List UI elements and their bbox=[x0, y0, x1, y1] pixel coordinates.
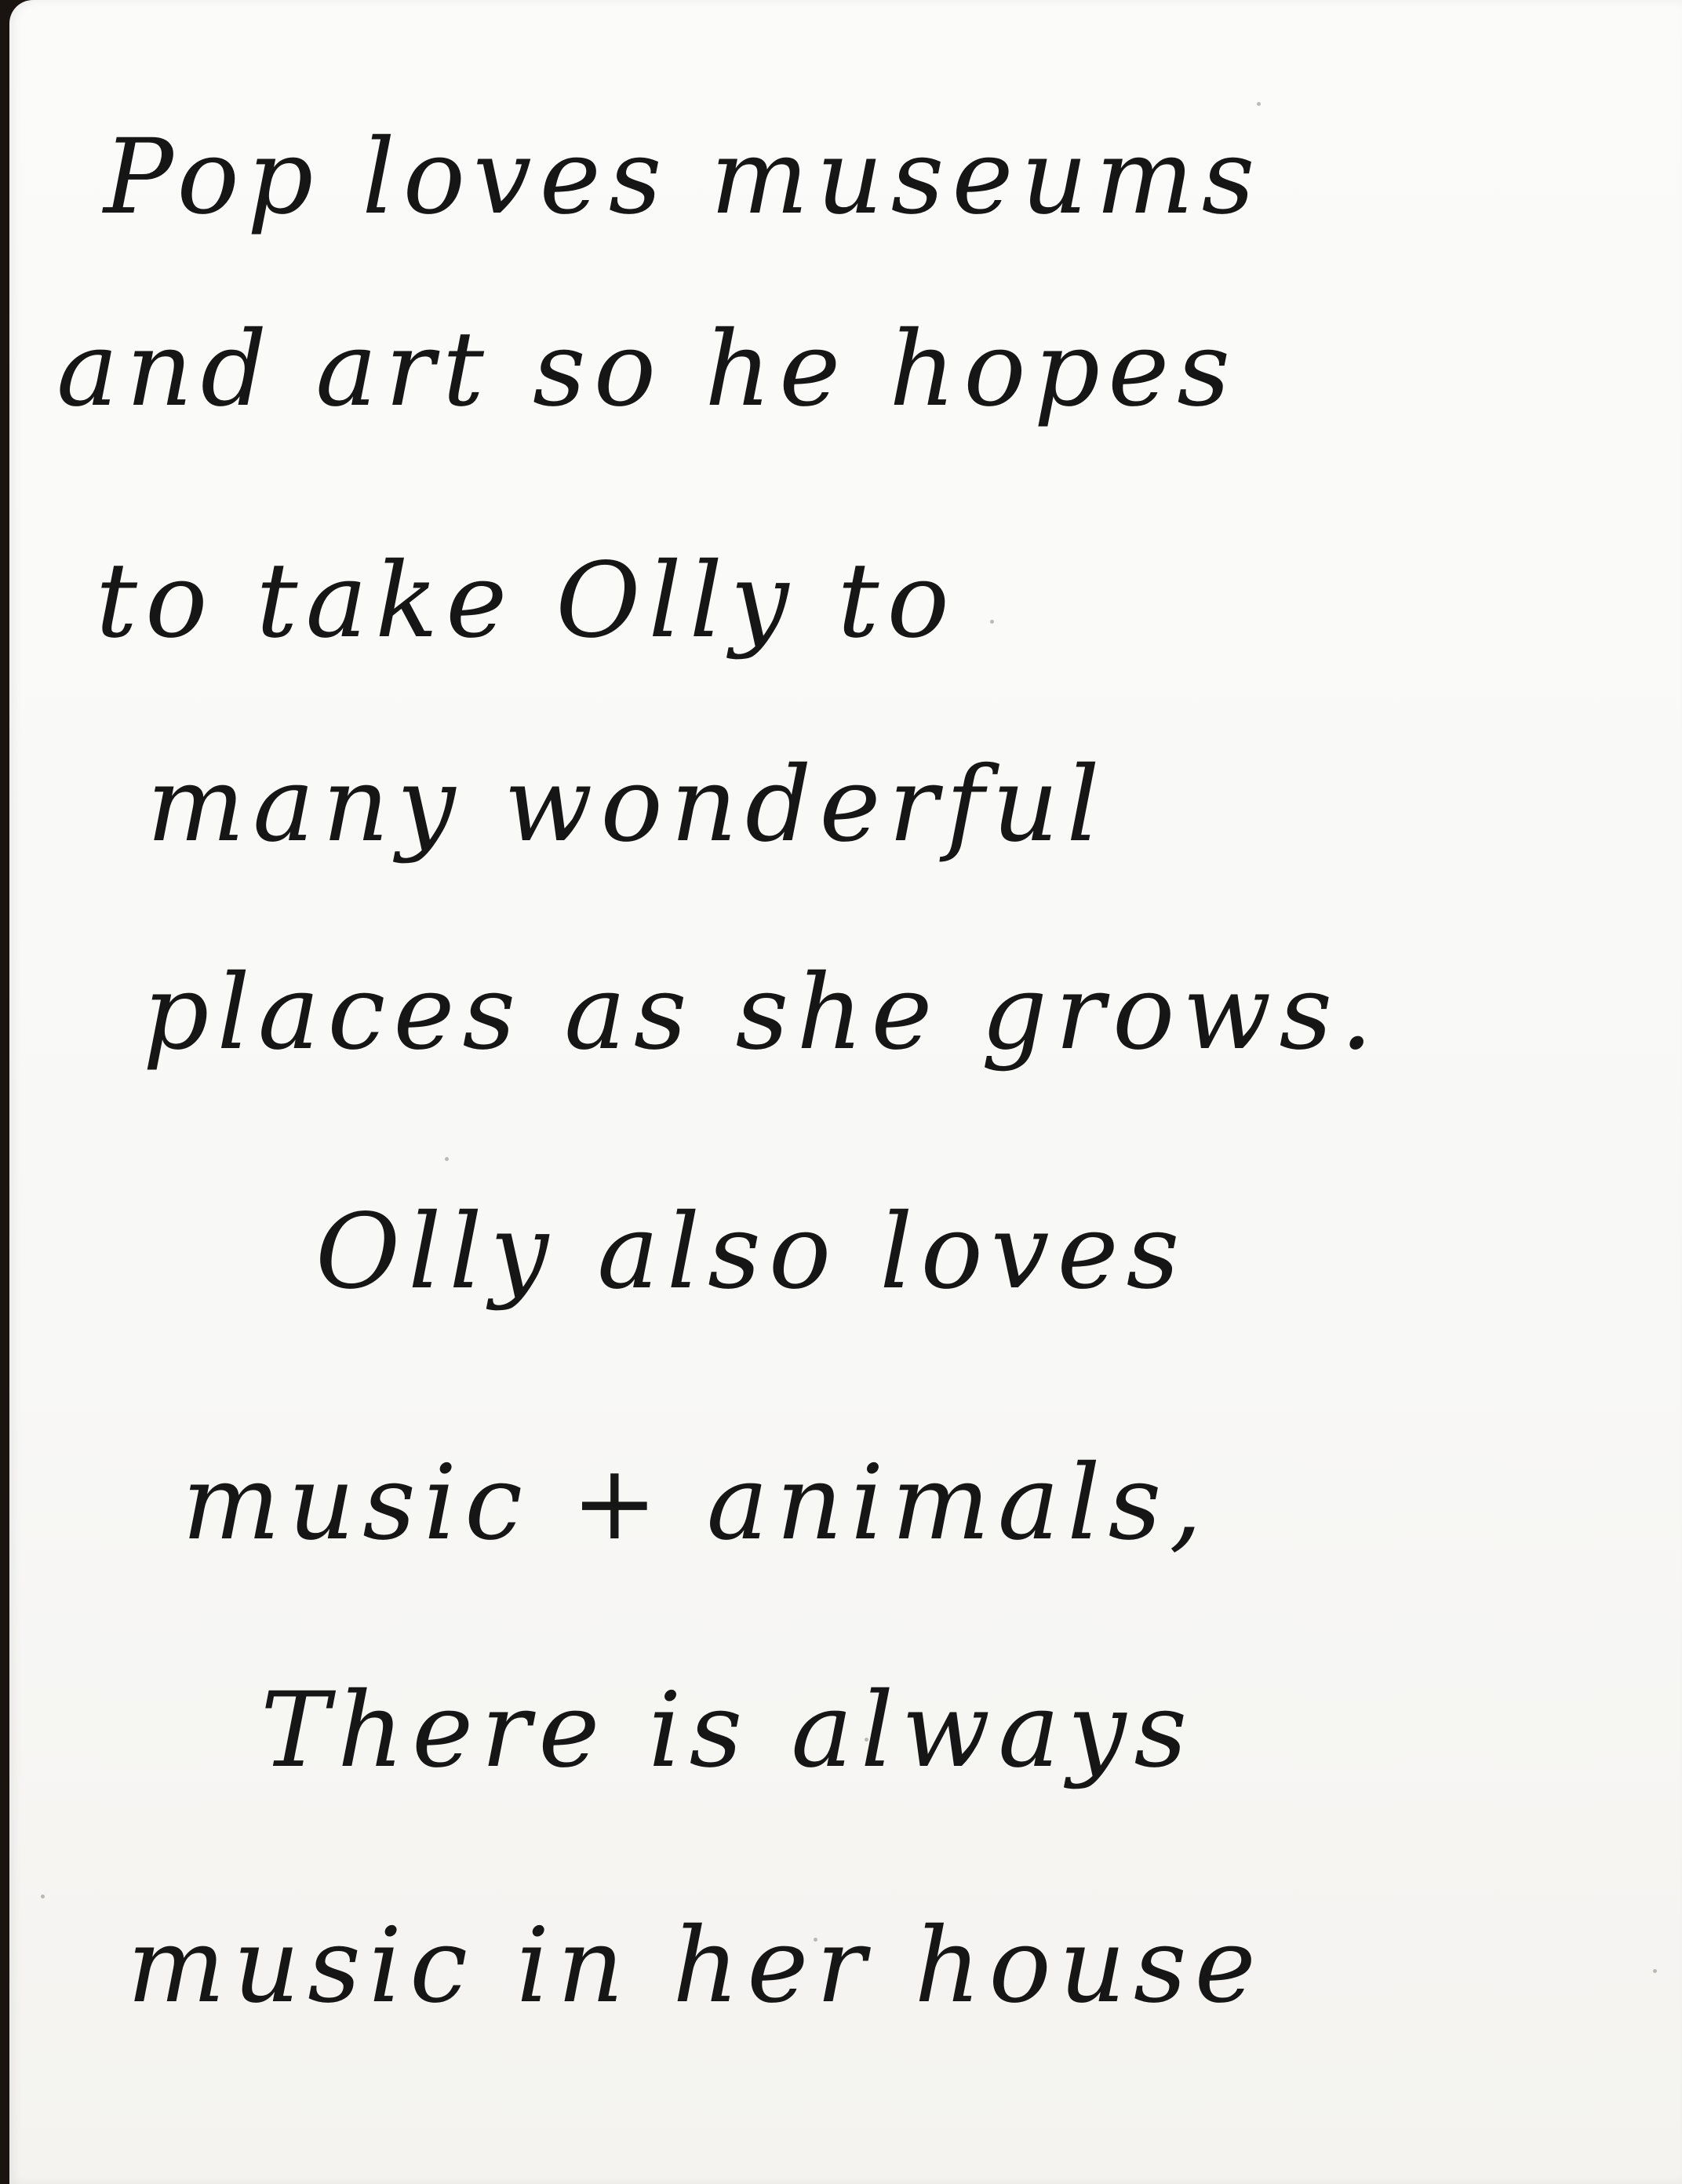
handwritten-note-page bbox=[9, 0, 1682, 2184]
note-line-3: to take Olly to bbox=[96, 541, 957, 661]
note-line-9: music in her house bbox=[127, 1906, 1264, 2026]
note-line-7: music + animals, bbox=[182, 1443, 1211, 1563]
paper-speck bbox=[1653, 1969, 1657, 1973]
paper-speck bbox=[1257, 102, 1261, 106]
note-line-6: Olly also loves bbox=[315, 1192, 1188, 1312]
note-line-2: and art so he hopes bbox=[56, 309, 1239, 430]
note-line-4: many wonderful bbox=[147, 744, 1108, 865]
paper-speck bbox=[41, 1895, 45, 1898]
note-line-5: places as she grows. bbox=[143, 952, 1382, 1073]
note-line-8: There is always bbox=[260, 1670, 1196, 1791]
paper-speck bbox=[445, 1157, 449, 1161]
paper-speck bbox=[990, 620, 994, 624]
note-line-1: Pop loves museums bbox=[104, 117, 1263, 238]
